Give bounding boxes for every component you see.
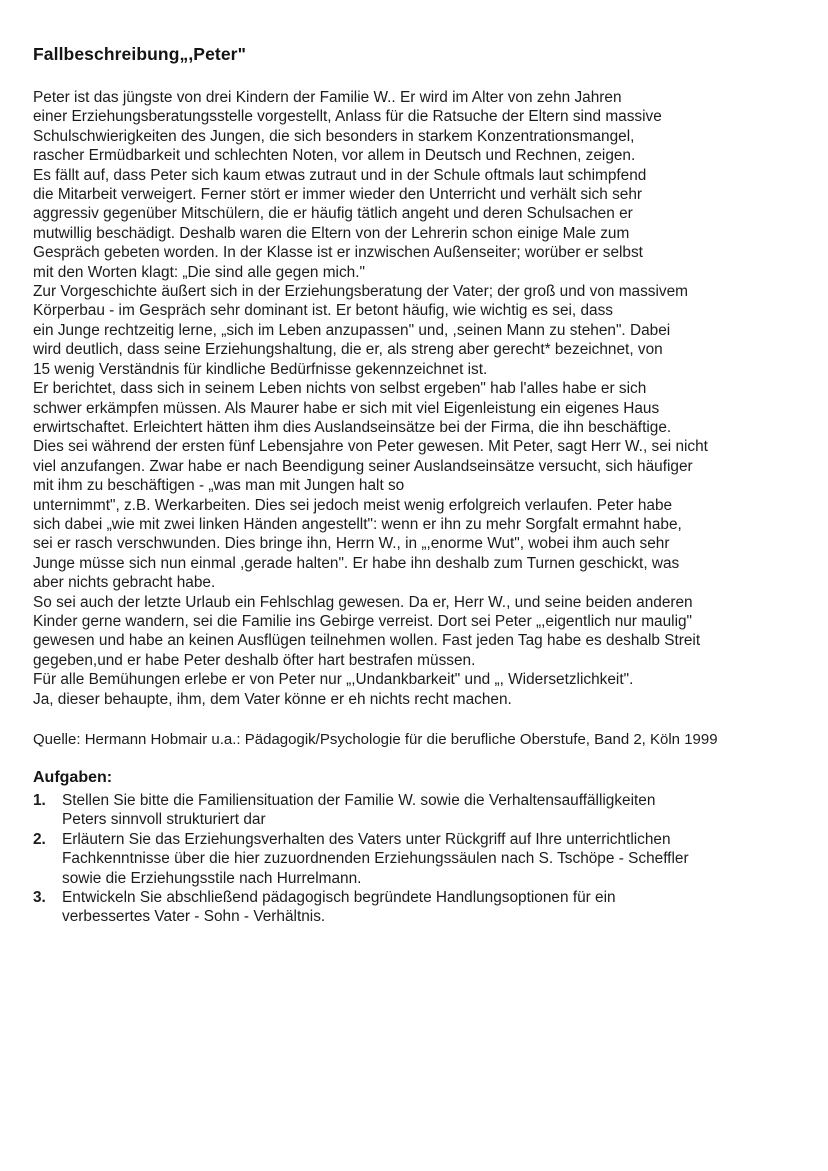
text-line: Entwickeln Sie abschließend pädagogisch begründete Handlungsoptionen für ein (62, 889, 616, 907)
text-line: ein Junge rechtzeitig lerne, „sich im Leben anzupassen" und, ,seinen Mann zu stehen". Dabei (33, 321, 671, 339)
text-line: Körperbau - im Gespräch sehr dominant ist. Er betont häufig, wie wichtig es sei, dass (33, 302, 613, 320)
task-item (33, 791, 800, 830)
text-line: So sei auch der letzte Urlaub ein Fehlschlag gewesen. Da er, Herr W., und seine beiden anderen (33, 593, 693, 611)
text-line: einer Erziehungsberatungsstelle vorgestellt, Anlass für die Ratsuche der Eltern sind massive (33, 108, 662, 126)
text-line: verbessertes Vater - Sohn - Verhältnis. (62, 908, 326, 926)
text-line: viel anzufangen. Zwar habe er nach Beendigung seiner Auslandseinsätze versucht, sich häufiger (33, 457, 693, 475)
text-line: Stellen Sie bitte die Familiensituation der Familie W. sowie die Verhaltensauffälligkeiten (62, 792, 656, 809)
task-number: 1. (33, 792, 46, 809)
text-line: aggressiv gegenüber Mitschülern, die er häufig tätlich angeht und deren Schulsachen er (33, 205, 633, 223)
text-line: wird deutlich, dass seine Erziehungshaltung, die er, als streng aber gerecht* bezeichnet, von (33, 341, 663, 359)
text-line: Es fällt auf, dass Peter sich kaum etwas zutraut und in der Schule oftmals laut schimpfend (33, 166, 647, 184)
tasks-list (33, 791, 800, 927)
text-line: unternimmt", z.B. Werkarbeiten. Dies sei jedoch meist wenig erfolgreich verlaufen. Peter habe (33, 496, 673, 514)
text-line: Gespräch gebeten worden. In der Klasse ist er inzwischen Außenseiter; worüber er selbst (33, 244, 643, 262)
task-number: 2. (33, 830, 46, 848)
task-item (33, 830, 800, 888)
text-line: Ja, dieser behaupte, ihm, dem Vater könne er eh nichts recht machen. (33, 690, 512, 708)
source-citation: Quelle: Hermann Hobmair u.a.: Pädagogik/Psychologie für die berufliche Oberstufe, Band 2, Köln 1999 (33, 731, 718, 748)
text-line: die Mitarbeit verweigert. Ferner stört er immer wieder den Unterricht und verhält sich sehr (33, 186, 643, 204)
text-line: Junge müsse sich nun einmal ,gerade halten". Er habe ihn deshalb zum Turnen geschickt, was (33, 554, 680, 572)
text-line: sowie die Erziehungsstile nach Hurrelmann. (62, 869, 362, 887)
text-line: aber nichts gebracht habe. (33, 574, 216, 592)
text-line: gegeben,und er habe Peter deshalb öfter hart bestrafen müssen. (33, 651, 476, 669)
tasks-heading: Aufgaben: (33, 769, 113, 786)
text-line: Zur Vorgeschichte äußert sich in der Erziehungsberatung der Vater; der groß und von massivem (33, 283, 688, 301)
text-line: mit den Worten klagt: „Die sind alle gegen mich." (33, 263, 365, 281)
text-line: mit ihm zu beschäftigen - „was man mit Jungen halt so (33, 477, 405, 495)
text-line: Fachkenntnisse über die hier zuzuordnenden Erziehungssäulen nach S. Tschöpe - Scheffler (62, 850, 689, 868)
task-number: 3. (33, 889, 46, 907)
text-line: sei er rasch verschwunden. Dies bringe ihn, Herrn W., in „,enorme Wut", wobei ihm auch sehr (33, 535, 670, 553)
text-line: Peters sinnvoll strukturiert dar (62, 811, 266, 829)
document-title: Fallbeschreibung„,Peter" (33, 44, 246, 64)
text-line: erwirtschaftet. Erleichtert hätten ihm dies Auslandseinsätze bei der Firma, die ihn beschäftige. (33, 418, 672, 436)
text-line: Er berichtet, dass sich in seinem Leben nichts von selbst ergeben" hab l'alles habe er sich (33, 380, 647, 398)
text-line: schwer erkämpfen müssen. Als Maurer habe er sich mit viel Eigenleistung ein eigenes Haus (33, 399, 660, 417)
text-line: Dies sei während der ersten fünf Lebensjahre von Peter gewesen. Mit Peter, sagt Herr W., sei nicht (33, 438, 708, 456)
text-line: sich dabei „wie mit zwei linken Händen angestellt": wenn er ihn zu mehr Sorgfalt ermahnt habe, (33, 515, 682, 533)
text-line: mutwillig beschädigt. Deshalb waren die Eltern von der Lehrerin schon einige Male zum (33, 224, 630, 242)
task-item (33, 888, 800, 927)
text-line: Schulschwierigkeiten des Jungen, die sich besonders in starkem Konzentrationsmangel, (33, 127, 635, 145)
text-line: gewesen und habe an keinen Ausflügen teilnehmen wollen. Fast jeden Tag habe es deshalb Streit (33, 632, 701, 650)
text-line: Erläutern Sie das Erziehungsverhalten des Vaters unter Rückgriff auf Ihre unterrichtlichen (62, 830, 671, 848)
task-text (62, 830, 800, 888)
task-text (62, 888, 800, 927)
text-line: 15 wenig Verständnis für kindliche Bedürfnisse gekennzeichnet ist. (33, 360, 488, 378)
text-line: rascher Ermüdbarkeit und schlechten Noten, vor allem in Deutsch und Rechnen, zeigen. (33, 147, 636, 165)
text-line: Peter ist das jüngste von drei Kindern der Familie W.. Er wird im Alter von zehn Jahren (33, 89, 622, 106)
task-text (62, 791, 800, 830)
text-line: Für alle Bemühungen erlebe er von Peter nur „,Undankbarkeit" und „, Widersetzlichkeit". (33, 671, 634, 689)
text-line: Kinder gerne wandern, sei die Familie ins Gebirge verreist. Dort sei Peter „,eigentlich nur maulig" (33, 612, 693, 630)
case-description-text (33, 88, 800, 709)
